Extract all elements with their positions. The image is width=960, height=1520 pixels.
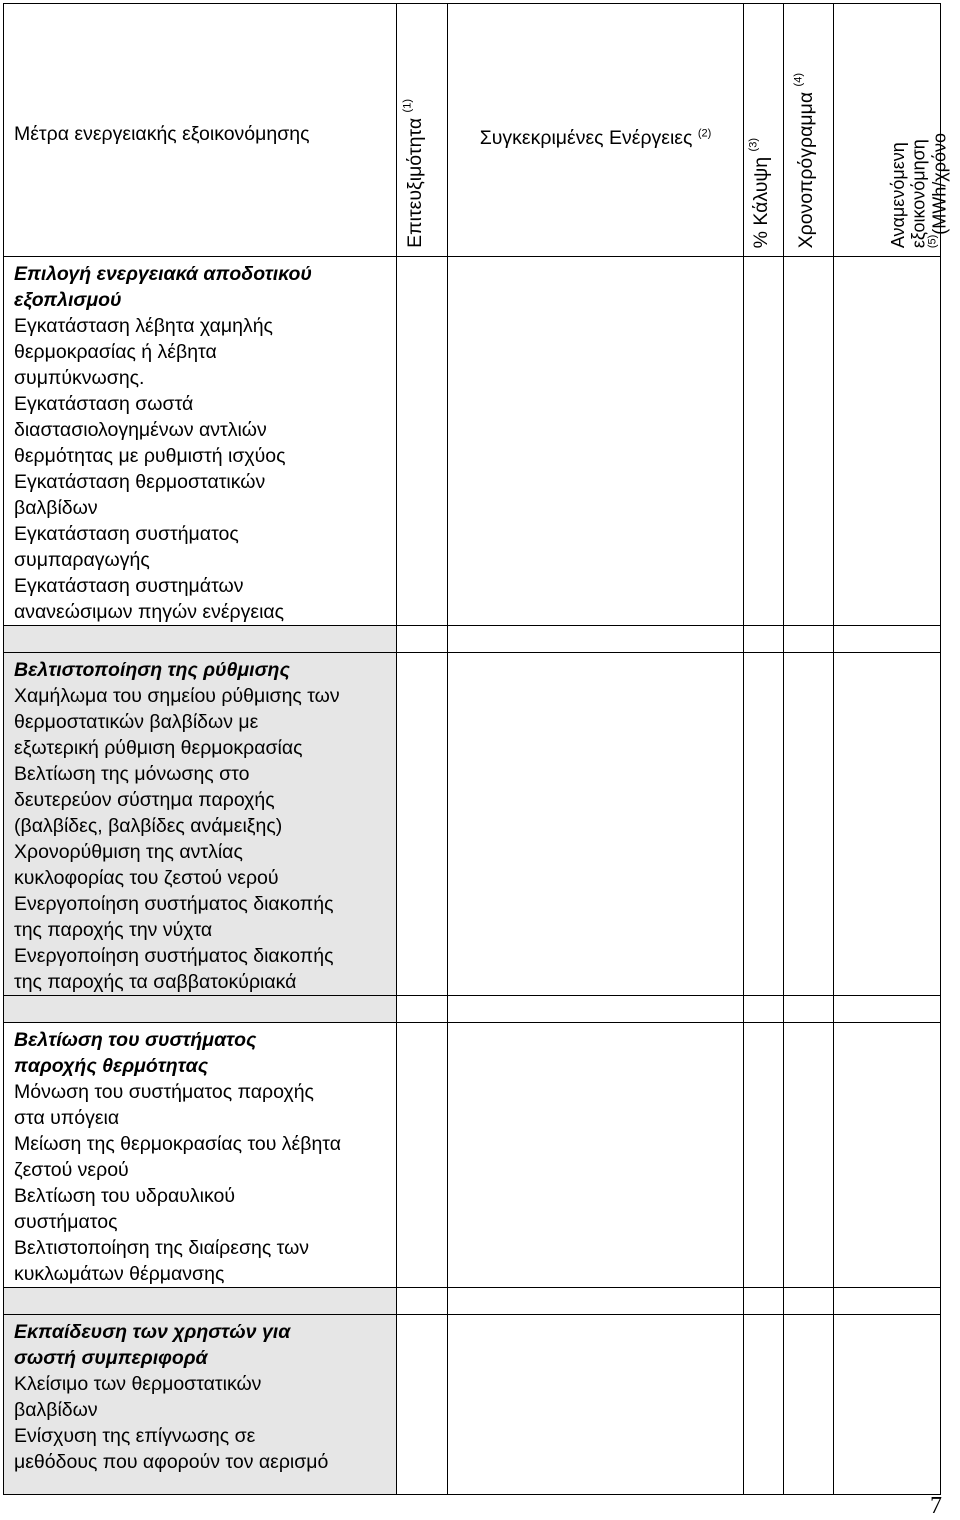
cell-actions (448, 1023, 744, 1288)
list-item: Χρονορύθμιση της αντλίας (14, 841, 243, 863)
cell-efficiency (397, 653, 448, 996)
section-title: Βελτιστοποίηση της ρύθμισης (14, 659, 290, 681)
page-number: 7 (930, 1493, 942, 1519)
list-item: ανανεώσιμων πηγών ενέργειας (14, 601, 285, 623)
header-coverage: % Κάλυψη $^{(3)}$ (744, 4, 784, 257)
list-item: Ενεργοποίηση συστήματος διακοπής (14, 945, 334, 967)
cell-schedule (784, 1023, 834, 1288)
table-row-regulation (4, 653, 941, 996)
list-item: διαστασιολογημένων αντλιών (14, 419, 267, 441)
list-item: Βελτιστοποίηση της διαίρεσης των (14, 1237, 310, 1259)
list-item: βαλβίδων (14, 497, 98, 519)
cell-expected-savings (834, 653, 941, 996)
list-item: θερμοκρασίας ή λέβητα (14, 341, 217, 363)
list-item: θερμοστατικών βαλβίδων με (14, 711, 259, 733)
list-item: Εγκατάσταση λέβητα χαμηλής (14, 315, 273, 337)
cell-efficiency (397, 1315, 448, 1495)
separator-row (4, 626, 941, 653)
cell-schedule (784, 653, 834, 996)
list-item: συμπαραγωγής (14, 549, 150, 571)
list-item: της παροχής την νύχτα (14, 919, 213, 941)
list-item: Βελτίωση του υδραυλικού (14, 1185, 236, 1207)
section-title: σωστή συμπεριφορά (14, 1347, 208, 1369)
list-item: Βελτίωση της μόνωσης στο (14, 763, 250, 785)
cell-actions (448, 1315, 744, 1495)
cell-coverage (744, 1023, 784, 1288)
list-item: Εγκατάσταση συστήματος (14, 523, 239, 545)
section-cell-heat-supply (4, 1023, 397, 1288)
list-item: Ενεργοποίηση συστήματος διακοπής (14, 893, 334, 915)
table-row-heat-supply (4, 1023, 941, 1288)
header-efficiency: Επιτευξιμότητα $^{(1)}$ (397, 4, 448, 257)
section-title: Επιλογή ενεργειακά αποδοτικού (14, 263, 312, 285)
list-item: βαλβίδων (14, 1399, 98, 1421)
cell-efficiency (397, 1023, 448, 1288)
list-item: Χαμήλωμα του σημείου ρύθμισης των (14, 685, 340, 707)
section-title: Εκπαίδευση των χρηστών για (14, 1321, 291, 1343)
list-item: (βαλβίδες, βαλβίδες ανάμειξης) (14, 815, 283, 837)
section-cell-regulation (4, 653, 397, 996)
list-item: στα υπόγεια (14, 1107, 120, 1129)
cell-expected-savings (834, 257, 941, 626)
list-item: κυκλοφορίας του ζεστού νερού (14, 867, 279, 889)
cell-efficiency (397, 257, 448, 626)
section-cell-equipment (4, 257, 397, 626)
header-schedule: Χρονοπρόγραμμα $^{(4)}$ (784, 4, 834, 257)
energy-measures-table (3, 3, 950, 1495)
section-cell-user-training (4, 1315, 397, 1495)
list-item: Μόνωση του συστήματος παροχής (14, 1081, 314, 1103)
cell-schedule (784, 257, 834, 626)
table-header-row (4, 4, 941, 257)
header-actions: Συγκεκριμένες Ενέργειες $^{(2)}$ (448, 4, 744, 257)
list-item: Ενίσχυση της επίγνωσης σε (14, 1425, 256, 1447)
list-item: συμπύκνωσης. (14, 367, 145, 389)
list-item: θερμότητας με ρυθμιστή ισχύος (14, 445, 286, 467)
section-title: εξοπλισμού (14, 289, 122, 311)
list-item: Εγκατάσταση θερμοστατικών (14, 471, 266, 493)
cell-coverage (744, 257, 784, 626)
list-item: Εγκατάσταση συστημάτων (14, 575, 244, 597)
list-item: της παροχής τα σαββατοκύριακά (14, 971, 297, 993)
cell-actions (448, 653, 744, 996)
table-row-user-training (4, 1315, 941, 1495)
list-item: δευτερεύον σύστημα παροχής (14, 789, 275, 811)
section-title: Βελτίωση του συστήματος (14, 1029, 257, 1051)
cell-actions (448, 257, 744, 626)
section-title: παροχής θερμότητας (14, 1055, 209, 1077)
cell-schedule (784, 1315, 834, 1495)
table-row-equipment (4, 257, 941, 626)
header-measures: Μέτρα ενεργειακής εξοικονόμησης (4, 4, 397, 257)
cell-expected-savings (834, 1023, 941, 1288)
list-item: μεθόδους που αφορούν τον αερισμό (14, 1451, 329, 1473)
list-item: ζεστού νερού (14, 1159, 129, 1181)
header-expected-savings: Αναμενόμενη εξοικονόμηση $^{(5)}$(MWh/χρόνο (834, 4, 941, 257)
list-item: Μείωση της θερμοκρασίας του λέβητα (14, 1133, 341, 1155)
list-item: Κλείσιμο των θερμοστατικών (14, 1373, 262, 1395)
list-item: κυκλωμάτων θέρμανσης (14, 1263, 225, 1285)
cell-coverage (744, 653, 784, 996)
cell-coverage (744, 1315, 784, 1495)
list-item: συστήματος (14, 1211, 118, 1233)
cell-expected-savings (834, 1315, 941, 1495)
list-item: Εγκατάσταση σωστά (14, 393, 194, 415)
separator-row (4, 1288, 941, 1315)
list-item: εξωτερική ρύθμιση θερμοκρασίας (14, 737, 303, 759)
separator-row (4, 996, 941, 1023)
